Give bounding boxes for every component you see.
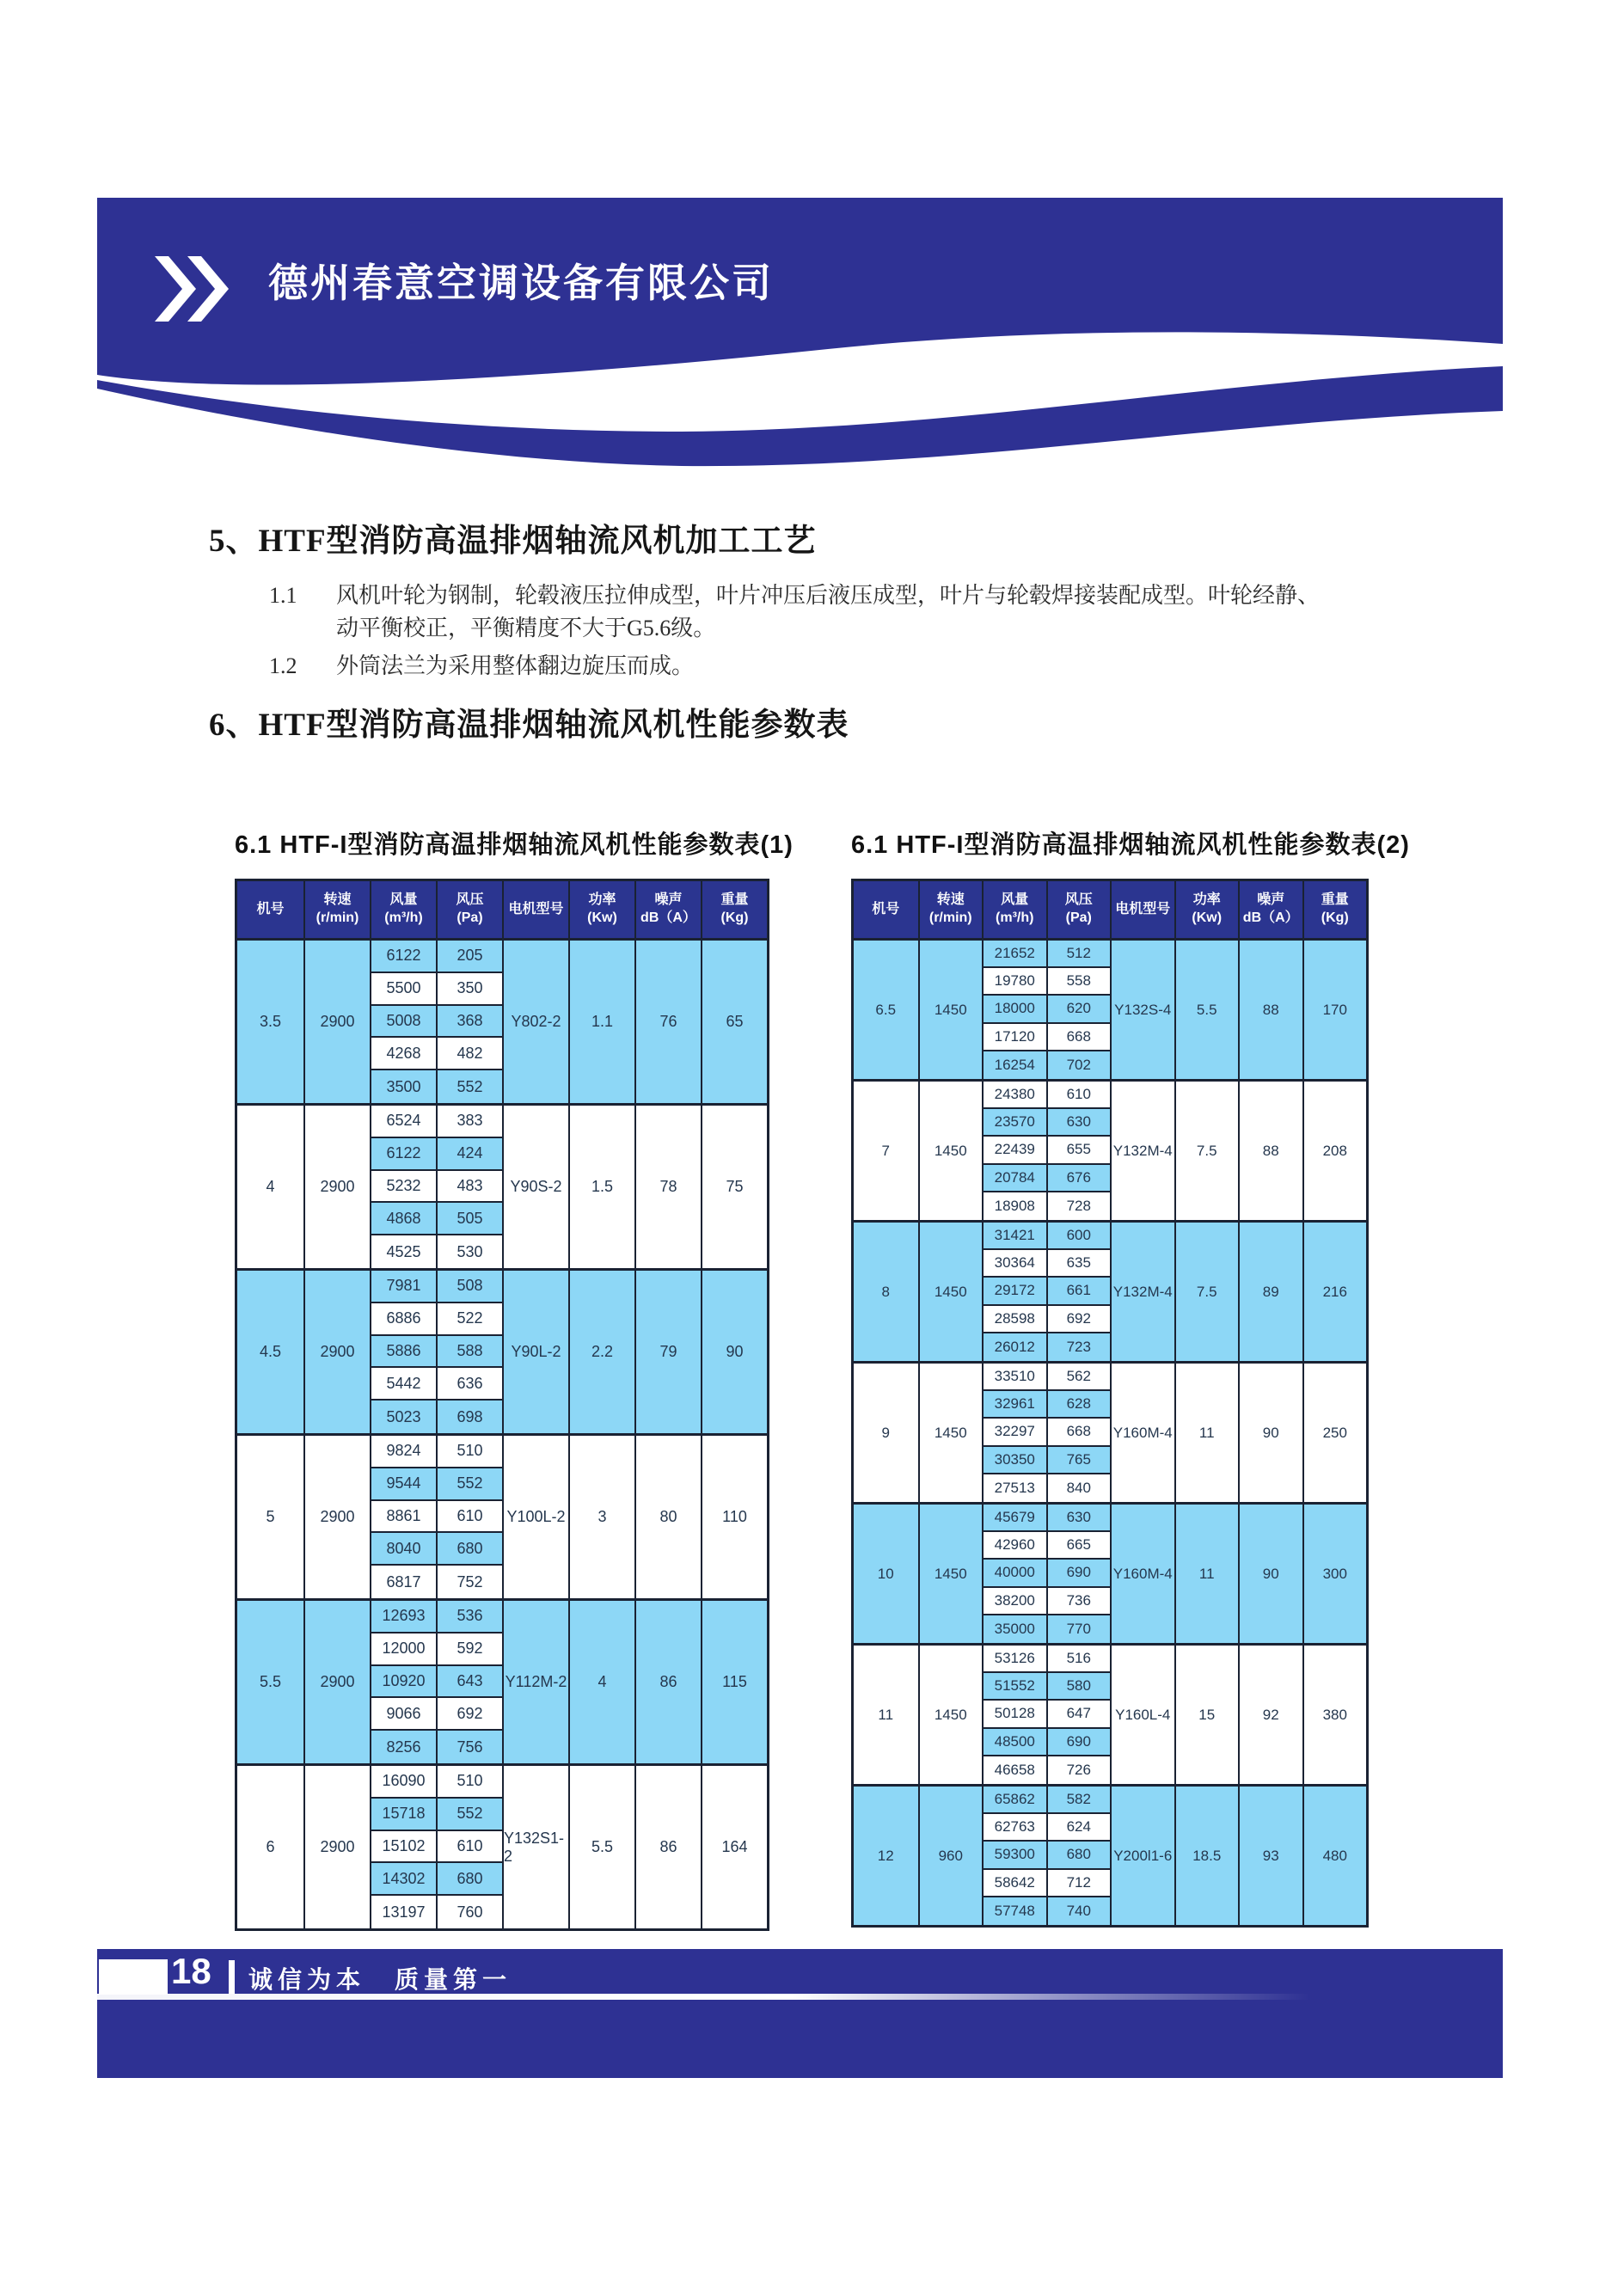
weight-cell: 115 xyxy=(701,1601,767,1763)
airflow-cell-value: 20784 xyxy=(984,1165,1046,1192)
pressure-cell xyxy=(1046,1223,1111,1361)
airflow-cell xyxy=(982,1082,1046,1220)
fan-model-group xyxy=(237,938,767,1103)
column-header: 功率 (Kw) xyxy=(1174,881,1239,938)
airflow-cell xyxy=(370,1766,436,1928)
section5-paragraphs xyxy=(269,579,1320,683)
power-cell: 7.5 xyxy=(1174,1082,1239,1220)
airflow-cell-value: 13197 xyxy=(371,1896,436,1928)
airflow-cell-value: 17120 xyxy=(984,1024,1046,1051)
airflow-cell-value: 4868 xyxy=(371,1203,436,1235)
pressure-cell-value: 510 xyxy=(438,1766,502,1799)
column-header: 风压 (Pa) xyxy=(436,881,502,938)
pressure-cell-value: 588 xyxy=(438,1336,502,1369)
motor-model-cell: Y100L-2 xyxy=(502,1436,568,1598)
pressure-cell-value: 636 xyxy=(438,1368,502,1401)
column-header: 风量 (m³/h) xyxy=(982,881,1046,938)
column-header: 电机型号 xyxy=(502,881,568,938)
speed-cell: 1450 xyxy=(918,1646,983,1784)
power-cell: 7.5 xyxy=(1174,1223,1239,1361)
table2-title: 6.1 HTF-I型消防高温排烟轴流风机性能参数表(2) xyxy=(851,831,1410,859)
airflow-cell-value: 40000 xyxy=(984,1560,1046,1587)
pressure-cell-value: 752 xyxy=(438,1566,502,1598)
noise-cell: 80 xyxy=(634,1436,701,1598)
pressure-cell-value: 424 xyxy=(438,1138,502,1171)
pressure-cell-value: 635 xyxy=(1048,1250,1111,1278)
speed-cell: 2900 xyxy=(303,1601,370,1763)
speed-cell: 2900 xyxy=(303,1106,370,1268)
column-header: 噪声 dB（A） xyxy=(1238,881,1302,938)
fan-model-group xyxy=(237,1268,767,1433)
motor-model-cell: Y132M-4 xyxy=(1110,1223,1174,1361)
airflow-cell-value: 65862 xyxy=(984,1787,1046,1814)
airflow-cell-value: 53126 xyxy=(984,1646,1046,1673)
pressure-cell-value: 668 xyxy=(1048,1419,1111,1446)
airflow-cell xyxy=(982,941,1046,1079)
airflow-cell-value: 21652 xyxy=(984,941,1046,968)
footer-white-notch xyxy=(99,1959,168,1995)
pressure-cell-value: 736 xyxy=(1048,1588,1111,1615)
airflow-cell-value: 6524 xyxy=(371,1106,436,1138)
airflow-cell-value: 6817 xyxy=(371,1566,436,1598)
airflow-cell-value: 18000 xyxy=(984,996,1046,1023)
pressure-cell-value: 610 xyxy=(438,1501,502,1534)
speed-cell: 1450 xyxy=(918,1082,983,1220)
weight-cell: 208 xyxy=(1302,1082,1367,1220)
pressure-cell-value: 765 xyxy=(1048,1447,1111,1474)
airflow-cell-value: 51552 xyxy=(984,1673,1046,1701)
airflow-cell-value: 22439 xyxy=(984,1137,1046,1164)
airflow-cell-value: 15102 xyxy=(371,1831,436,1864)
company-name: 德州春意空调设备有限公司 xyxy=(268,260,774,305)
airflow-cell-value: 50128 xyxy=(984,1701,1046,1728)
pressure-cell-value: 516 xyxy=(1048,1646,1111,1673)
pressure-cell-value: 680 xyxy=(438,1863,502,1896)
fan-model-group xyxy=(237,1763,767,1928)
airflow-cell xyxy=(982,1364,1046,1502)
motor-model-cell: Y90L-2 xyxy=(502,1271,568,1433)
fan-model-group xyxy=(854,1502,1366,1643)
noise-cell: 79 xyxy=(634,1271,701,1433)
section6-title: 6、HTF型消防高温排烟轴流风机性能参数表 xyxy=(209,708,849,743)
airflow-cell-value: 59300 xyxy=(984,1842,1046,1869)
pressure-cell xyxy=(1046,1505,1111,1643)
airflow-cell-value: 4525 xyxy=(371,1235,436,1268)
airflow-cell-value: 30350 xyxy=(984,1447,1046,1474)
noise-cell: 92 xyxy=(1238,1646,1302,1784)
fan-performance-table-2 xyxy=(851,879,1369,1928)
airflow-cell xyxy=(370,1601,436,1763)
pressure-cell xyxy=(436,1766,502,1928)
airflow-cell-value: 27513 xyxy=(984,1474,1046,1502)
pressure-cell xyxy=(436,941,502,1103)
speed-cell: 1450 xyxy=(918,1505,983,1643)
noise-cell: 78 xyxy=(634,1106,701,1268)
power-cell: 5.5 xyxy=(1174,941,1239,1079)
pressure-cell-value: 692 xyxy=(438,1698,502,1731)
model-no-cell: 8 xyxy=(881,1283,890,1300)
airflow-cell-value: 32961 xyxy=(984,1391,1046,1419)
airflow-cell-value: 6122 xyxy=(371,941,436,973)
pressure-cell-value: 692 xyxy=(1048,1306,1111,1333)
column-header: 重量 (Kg) xyxy=(701,881,767,938)
pressure-cell-value: 728 xyxy=(1048,1192,1111,1220)
model-no-cell: 9 xyxy=(881,1424,890,1441)
airflow-cell-value: 24380 xyxy=(984,1082,1046,1109)
pressure-cell-value: 383 xyxy=(438,1106,502,1138)
pressure-cell-value: 368 xyxy=(438,1006,502,1039)
airflow-cell-value: 5232 xyxy=(371,1171,436,1204)
airflow-cell-value: 16090 xyxy=(371,1766,436,1799)
airflow-cell-value: 8861 xyxy=(371,1501,436,1534)
weight-cell: 480 xyxy=(1302,1787,1367,1925)
pressure-cell-value: 655 xyxy=(1048,1137,1111,1164)
airflow-cell xyxy=(370,1436,436,1598)
airflow-cell-value: 19780 xyxy=(984,968,1046,996)
airflow-cell-value: 38200 xyxy=(984,1588,1046,1615)
airflow-cell xyxy=(370,941,436,1103)
pressure-cell-value: 740 xyxy=(1048,1897,1111,1925)
pressure-cell xyxy=(436,1106,502,1268)
pressure-cell-value: 562 xyxy=(1048,1364,1111,1391)
model-no-cell: 4.5 xyxy=(259,1343,282,1360)
pressure-cell-value: 510 xyxy=(438,1436,502,1468)
column-header: 转速(r/min) xyxy=(303,881,370,938)
weight-cell: 380 xyxy=(1302,1646,1367,1784)
airflow-cell-value: 42960 xyxy=(984,1532,1046,1560)
pressure-cell-value: 668 xyxy=(1048,1024,1111,1051)
airflow-cell xyxy=(982,1787,1046,1925)
airflow-cell xyxy=(982,1505,1046,1643)
airflow-cell-value: 46658 xyxy=(984,1756,1046,1784)
pressure-cell-value: 676 xyxy=(1048,1165,1111,1192)
motor-model-cell: Y132S1-2 xyxy=(502,1766,568,1928)
power-cell: 15 xyxy=(1174,1646,1239,1784)
model-no-cell: 11 xyxy=(878,1706,894,1723)
airflow-cell-value: 12693 xyxy=(371,1601,436,1633)
pressure-cell-value: 482 xyxy=(438,1038,502,1070)
model-no-cell: 12 xyxy=(877,1847,894,1864)
noise-cell: 90 xyxy=(1238,1364,1302,1502)
motor-model-cell: Y112M-2 xyxy=(502,1601,568,1763)
pressure-cell-value: 350 xyxy=(438,973,502,1006)
airflow-cell-value: 3500 xyxy=(371,1070,436,1103)
power-cell: 11 xyxy=(1174,1364,1239,1502)
pressure-cell xyxy=(436,1271,502,1433)
speed-cell: 2900 xyxy=(303,1271,370,1433)
speed-cell: 2900 xyxy=(303,941,370,1103)
pressure-cell-value: 505 xyxy=(438,1203,502,1235)
pressure-cell-value: 536 xyxy=(438,1601,502,1633)
model-no-cell: 6.5 xyxy=(875,1001,897,1018)
motor-model-cell: Y200l1-6 xyxy=(1110,1787,1174,1925)
motor-model-cell: Y90S-2 xyxy=(502,1106,568,1268)
airflow-cell xyxy=(982,1223,1046,1361)
fan-model-group xyxy=(854,1643,1366,1784)
airflow-cell-value: 48500 xyxy=(984,1729,1046,1756)
column-header: 转速(r/min) xyxy=(918,881,983,938)
pressure-cell-value: 624 xyxy=(1048,1814,1111,1842)
airflow-cell-value: 8040 xyxy=(371,1533,436,1566)
pressure-cell-value: 530 xyxy=(438,1235,502,1268)
model-no-cell: 5.5 xyxy=(259,1673,282,1690)
pressure-cell-value: 582 xyxy=(1048,1787,1111,1814)
pressure-cell-value: 552 xyxy=(438,1799,502,1831)
airflow-cell-value: 5500 xyxy=(371,973,436,1006)
pressure-cell-value: 552 xyxy=(438,1468,502,1501)
model-no-cell: 3.5 xyxy=(259,1013,282,1030)
pressure-cell-value: 840 xyxy=(1048,1474,1111,1502)
airflow-cell-value: 18908 xyxy=(984,1192,1046,1220)
model-no-cell: 6 xyxy=(266,1838,275,1855)
fan-model-group xyxy=(854,1220,1366,1361)
airflow-cell-value: 28598 xyxy=(984,1306,1046,1333)
pressure-cell xyxy=(436,1436,502,1598)
column-header: 风量 (m³/h) xyxy=(370,881,436,938)
speed-cell: 2900 xyxy=(303,1436,370,1598)
pressure-cell-value: 600 xyxy=(1048,1223,1111,1250)
airflow-cell-value: 29172 xyxy=(984,1278,1046,1305)
motor-model-cell: Y802-2 xyxy=(502,941,568,1103)
paragraph-item xyxy=(269,650,1320,683)
fan-model-group xyxy=(854,1079,1366,1220)
motor-model-cell: Y160M-4 xyxy=(1110,1505,1174,1643)
pressure-cell xyxy=(1046,1082,1111,1220)
speed-cell: 1450 xyxy=(918,1364,983,1502)
airflow-cell-value: 6886 xyxy=(371,1303,436,1336)
section5-title: 5、HTF型消防高温排烟轴流风机加工工艺 xyxy=(209,524,817,559)
airflow-cell-value: 7981 xyxy=(371,1271,436,1303)
power-cell: 1.5 xyxy=(568,1106,634,1268)
noise-cell: 90 xyxy=(1238,1505,1302,1643)
airflow-cell-value: 62763 xyxy=(984,1814,1046,1842)
column-header: 风压 (Pa) xyxy=(1046,881,1111,938)
pressure-cell-value: 628 xyxy=(1048,1391,1111,1419)
motor-model-cell: Y132S-4 xyxy=(1110,941,1174,1079)
fan-performance-table-1 xyxy=(235,879,769,1931)
motor-model-cell: Y132M-4 xyxy=(1110,1082,1174,1220)
fan-model-group xyxy=(854,938,1366,1079)
airflow-cell-value: 58642 xyxy=(984,1870,1046,1897)
motor-model-cell: Y160L-4 xyxy=(1110,1646,1174,1784)
paragraph-number: 1.2 xyxy=(269,653,297,678)
noise-cell: 86 xyxy=(634,1601,701,1763)
weight-cell: 164 xyxy=(701,1766,767,1928)
pressure-cell xyxy=(1046,941,1111,1079)
pressure-cell-value: 760 xyxy=(438,1896,502,1928)
airflow-cell-value: 14302 xyxy=(371,1863,436,1896)
pressure-cell-value: 508 xyxy=(438,1271,502,1303)
airflow-cell-value: 9824 xyxy=(371,1436,436,1468)
table-header-row xyxy=(854,881,1366,938)
airflow-cell xyxy=(370,1271,436,1433)
pressure-cell-value: 770 xyxy=(1048,1615,1111,1643)
weight-cell: 170 xyxy=(1302,941,1367,1079)
model-no-cell: 5 xyxy=(266,1508,275,1525)
pressure-cell xyxy=(436,1601,502,1763)
footer-band xyxy=(97,1949,1503,2078)
weight-cell: 250 xyxy=(1302,1364,1367,1502)
airflow-cell-value: 45679 xyxy=(984,1505,1046,1532)
table-header-row xyxy=(237,881,767,938)
pressure-cell xyxy=(1046,1646,1111,1784)
paragraph-text: 风机叶轮为钢制，轮毂液压拉伸成型，叶片冲压后液压成型，叶片与轮毂焊接装配成型。叶轮经静、 动平衡校正，平衡精度不大于G5.6级。 xyxy=(336,583,1321,641)
pressure-cell-value: 630 xyxy=(1048,1505,1111,1532)
footer-divider-bar xyxy=(229,1960,235,1994)
power-cell: 4 xyxy=(568,1601,634,1763)
pressure-cell-value: 661 xyxy=(1048,1278,1111,1305)
airflow-cell-value: 5886 xyxy=(371,1336,436,1369)
speed-cell: 960 xyxy=(918,1787,983,1925)
weight-cell: 75 xyxy=(701,1106,767,1268)
weight-cell: 110 xyxy=(701,1436,767,1598)
fan-model-group xyxy=(237,1433,767,1598)
column-header: 重量 (Kg) xyxy=(1302,881,1367,938)
pressure-cell-value: 712 xyxy=(1048,1870,1111,1897)
noise-cell: 93 xyxy=(1238,1787,1302,1925)
noise-cell: 88 xyxy=(1238,1082,1302,1220)
pressure-cell-value: 690 xyxy=(1048,1729,1111,1756)
fan-model-group xyxy=(237,1598,767,1763)
noise-cell: 86 xyxy=(634,1766,701,1928)
pressure-cell-value: 726 xyxy=(1048,1756,1111,1784)
noise-cell: 88 xyxy=(1238,941,1302,1079)
pressure-cell-value: 756 xyxy=(438,1731,502,1763)
paragraph-item xyxy=(269,579,1320,645)
power-cell: 2.2 xyxy=(568,1271,634,1433)
airflow-cell-value: 16254 xyxy=(984,1051,1046,1079)
pressure-cell-value: 580 xyxy=(1048,1673,1111,1701)
pressure-cell-value: 610 xyxy=(1048,1082,1111,1109)
airflow-cell xyxy=(982,1646,1046,1784)
speed-cell: 1450 xyxy=(918,1223,983,1361)
speed-cell: 1450 xyxy=(918,941,983,1079)
airflow-cell-value: 12000 xyxy=(371,1633,436,1666)
power-cell: 18.5 xyxy=(1174,1787,1239,1925)
pressure-cell-value: 647 xyxy=(1048,1701,1111,1728)
pressure-cell-value: 592 xyxy=(438,1633,502,1666)
model-no-cell: 7 xyxy=(881,1142,890,1159)
fan-model-group xyxy=(854,1784,1366,1925)
airflow-cell-value: 15718 xyxy=(371,1799,436,1831)
airflow-cell-value: 26012 xyxy=(984,1333,1046,1361)
weight-cell: 300 xyxy=(1302,1505,1367,1643)
airflow-cell-value: 6122 xyxy=(371,1138,436,1171)
paragraph-number: 1.1 xyxy=(269,583,297,608)
airflow-cell-value: 23570 xyxy=(984,1109,1046,1137)
power-cell: 3 xyxy=(568,1436,634,1598)
power-cell: 1.1 xyxy=(568,941,634,1103)
motor-model-cell: Y160M-4 xyxy=(1110,1364,1174,1502)
airflow-cell-value: 31421 xyxy=(984,1223,1046,1250)
airflow-cell-value: 57748 xyxy=(984,1897,1046,1925)
pressure-cell-value: 702 xyxy=(1048,1051,1111,1079)
airflow-cell xyxy=(370,1106,436,1268)
pressure-cell xyxy=(1046,1787,1111,1925)
column-header: 噪声 dB（A） xyxy=(634,881,701,938)
column-header: 电机型号 xyxy=(1110,881,1174,938)
weight-cell: 216 xyxy=(1302,1223,1367,1361)
model-no-cell: 4 xyxy=(266,1178,275,1195)
airflow-cell-value: 10920 xyxy=(371,1666,436,1699)
column-header: 功率 (Kw) xyxy=(568,881,634,938)
pressure-cell-value: 643 xyxy=(438,1666,502,1699)
noise-cell: 89 xyxy=(1238,1223,1302,1361)
page-number: 18 xyxy=(171,1951,211,1991)
pressure-cell-value: 620 xyxy=(1048,996,1111,1023)
pressure-cell-value: 680 xyxy=(1048,1842,1111,1869)
airflow-cell-value: 35000 xyxy=(984,1615,1046,1643)
speed-cell: 2900 xyxy=(303,1766,370,1928)
noise-cell: 76 xyxy=(634,941,701,1103)
pressure-cell-value: 690 xyxy=(1048,1560,1111,1587)
paragraph-text: 外筒法兰为采用整体翻边旋压而成。 xyxy=(336,653,695,678)
footer-slogan: 诚信为本 质量第一 xyxy=(248,1966,512,1993)
power-cell: 11 xyxy=(1174,1505,1239,1643)
model-no-cell: 10 xyxy=(877,1565,894,1582)
pressure-cell-value: 723 xyxy=(1048,1333,1111,1361)
airflow-cell-value: 33510 xyxy=(984,1364,1046,1391)
weight-cell: 90 xyxy=(701,1271,767,1433)
table1-title: 6.1 HTF-I型消防高温排烟轴流风机性能参数表(1) xyxy=(235,831,794,859)
pressure-cell-value: 552 xyxy=(438,1070,502,1103)
airflow-cell-value: 5023 xyxy=(371,1401,436,1433)
double-chevron-icon xyxy=(155,256,234,322)
pressure-cell xyxy=(1046,1364,1111,1502)
pressure-cell-value: 483 xyxy=(438,1171,502,1204)
airflow-cell-value: 4268 xyxy=(371,1038,436,1070)
power-cell: 5.5 xyxy=(568,1766,634,1928)
airflow-cell-value: 32297 xyxy=(984,1419,1046,1446)
pressure-cell-value: 522 xyxy=(438,1303,502,1336)
airflow-cell-value: 9066 xyxy=(371,1698,436,1731)
pressure-cell-value: 512 xyxy=(1048,941,1111,968)
airflow-cell-value: 8256 xyxy=(371,1731,436,1763)
airflow-cell-value: 5008 xyxy=(371,1006,436,1039)
column-header: 机号 xyxy=(256,901,285,916)
pressure-cell-value: 680 xyxy=(438,1533,502,1566)
airflow-cell-value: 30364 xyxy=(984,1250,1046,1278)
fan-model-group xyxy=(854,1361,1366,1502)
pressure-cell-value: 558 xyxy=(1048,968,1111,996)
pressure-cell-value: 698 xyxy=(438,1401,502,1433)
airflow-cell-value: 5442 xyxy=(371,1368,436,1401)
airflow-cell-value: 9544 xyxy=(371,1468,436,1501)
column-header: 机号 xyxy=(872,901,900,916)
pressure-cell-value: 665 xyxy=(1048,1532,1111,1560)
footer-separator-line xyxy=(97,1994,1361,2000)
pressure-cell-value: 610 xyxy=(438,1831,502,1864)
pressure-cell-value: 630 xyxy=(1048,1109,1111,1137)
pressure-cell-value: 205 xyxy=(438,941,502,973)
fan-model-group xyxy=(237,1103,767,1268)
weight-cell: 65 xyxy=(701,941,767,1103)
